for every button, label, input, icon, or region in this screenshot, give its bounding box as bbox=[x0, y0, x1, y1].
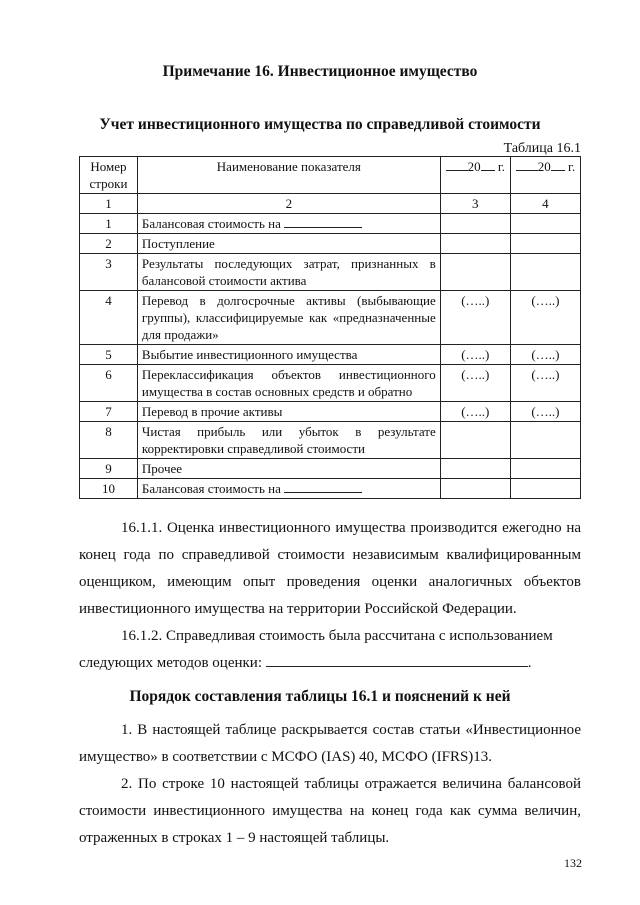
row-name: Балансовая стоимость на bbox=[137, 479, 440, 499]
row-name: Перевод в прочие активы bbox=[137, 402, 440, 422]
row-name: Чистая прибыль или убыток в результате корректировки справедливой стоимости bbox=[137, 422, 440, 459]
row-name: Балансовая стоимость на bbox=[137, 214, 440, 234]
row-col3: (…..) bbox=[440, 291, 510, 345]
column-number: 2 bbox=[137, 194, 440, 214]
row-name: Результаты последующих затрат, признанных в балансовой стоимости актива bbox=[137, 254, 440, 291]
row-col3: (…..) bbox=[440, 345, 510, 365]
row-name: Поступление bbox=[137, 234, 440, 254]
row-num: 8 bbox=[80, 422, 138, 459]
table-row bbox=[80, 291, 581, 345]
page-title: Примечание 16. Инвестиционное имущество bbox=[162, 63, 478, 80]
table-row bbox=[80, 422, 581, 459]
row-col3 bbox=[440, 234, 510, 254]
row-col4 bbox=[510, 459, 580, 479]
table-row bbox=[80, 365, 581, 402]
table-row bbox=[80, 234, 581, 254]
row-col4: (…..) bbox=[510, 402, 580, 422]
row-col3: (…..) bbox=[440, 402, 510, 422]
table-header-row bbox=[80, 157, 581, 194]
row-num: 1 bbox=[80, 214, 138, 234]
row-col4 bbox=[510, 254, 580, 291]
row-num: 10 bbox=[80, 479, 138, 499]
header-name: Наименование показателя bbox=[137, 157, 440, 194]
row-col4 bbox=[510, 214, 580, 234]
row-col4: (…..) bbox=[510, 345, 580, 365]
paragraph-instruction-2: 2. По строке 10 настоящей таблицы отражается величина балансовой стоимости инвестиционного имущества на конец года как сумма величин, отраженных в строках 1 – 9 настоящей таблицы. bbox=[79, 776, 581, 846]
row-col3 bbox=[440, 254, 510, 291]
page-number: 132 bbox=[564, 856, 582, 870]
header-num: Номер строки bbox=[80, 157, 138, 194]
table-row bbox=[80, 402, 581, 422]
paragraph-16-1-1: 16.1.1. Оценка инвестиционного имущества производится ежегодно на конец года по справедливой стоимости независимым квалифицированным оценщиком, имеющим опыт проведения оценки аналогичных объектов инвестиционного имущества на территории Российской Федерации. bbox=[79, 520, 581, 617]
row-col3: (…..) bbox=[440, 365, 510, 402]
investment-property-table bbox=[79, 156, 581, 499]
row-col4: (…..) bbox=[510, 365, 580, 402]
row-col4 bbox=[510, 479, 580, 499]
row-col3 bbox=[440, 422, 510, 459]
column-numbers-row bbox=[80, 194, 581, 214]
row-col3 bbox=[440, 214, 510, 234]
table-row bbox=[80, 345, 581, 365]
table-row bbox=[80, 214, 581, 234]
row-name: Перевод в долгосрочные активы (выбывающие группы), классифицируемые как «предназначенные для продажи» bbox=[137, 291, 440, 345]
row-col4 bbox=[510, 234, 580, 254]
header-col4: 20 г. bbox=[510, 157, 580, 194]
column-number: 4 bbox=[510, 194, 580, 214]
row-num: 6 bbox=[80, 365, 138, 402]
column-number: 3 bbox=[440, 194, 510, 214]
column-number: 1 bbox=[80, 194, 138, 214]
row-num: 2 bbox=[80, 234, 138, 254]
table-label: Таблица 16.1 bbox=[503, 141, 581, 156]
row-num: 9 bbox=[80, 459, 138, 479]
row-name: Выбытие инвестиционного имущества bbox=[137, 345, 440, 365]
row-num: 4 bbox=[80, 291, 138, 345]
row-name: Прочее bbox=[137, 459, 440, 479]
paragraph-instruction-1: 1. В настоящей таблице раскрывается состав статьи «Инвестиционное имущество» в соответствии с МСФО (IAS) 40, МСФО (IFRS)13. bbox=[79, 722, 581, 765]
row-col3 bbox=[440, 459, 510, 479]
table-row bbox=[80, 254, 581, 291]
row-name: Переклассификация объектов инвестиционного имущества в состав основных средств и обратно bbox=[137, 365, 440, 402]
row-col4 bbox=[510, 422, 580, 459]
table-row bbox=[80, 459, 581, 479]
row-num: 3 bbox=[80, 254, 138, 291]
table-title: Учет инвестиционного имущества по справедливой стоимости bbox=[99, 116, 541, 133]
blank-line bbox=[266, 652, 528, 667]
header-col3: 20 г. bbox=[440, 157, 510, 194]
paragraph-16-1-2: 16.1.2. Справедливая стоимость была рассчитана с использованием следующих методов оценки: . bbox=[79, 628, 553, 671]
section-title: Порядок составления таблицы 16.1 и пояснений к ней bbox=[129, 688, 511, 705]
table-row bbox=[80, 479, 581, 499]
row-num: 7 bbox=[80, 402, 138, 422]
row-num: 5 bbox=[80, 345, 138, 365]
row-col3 bbox=[440, 479, 510, 499]
row-col4: (…..) bbox=[510, 291, 580, 345]
